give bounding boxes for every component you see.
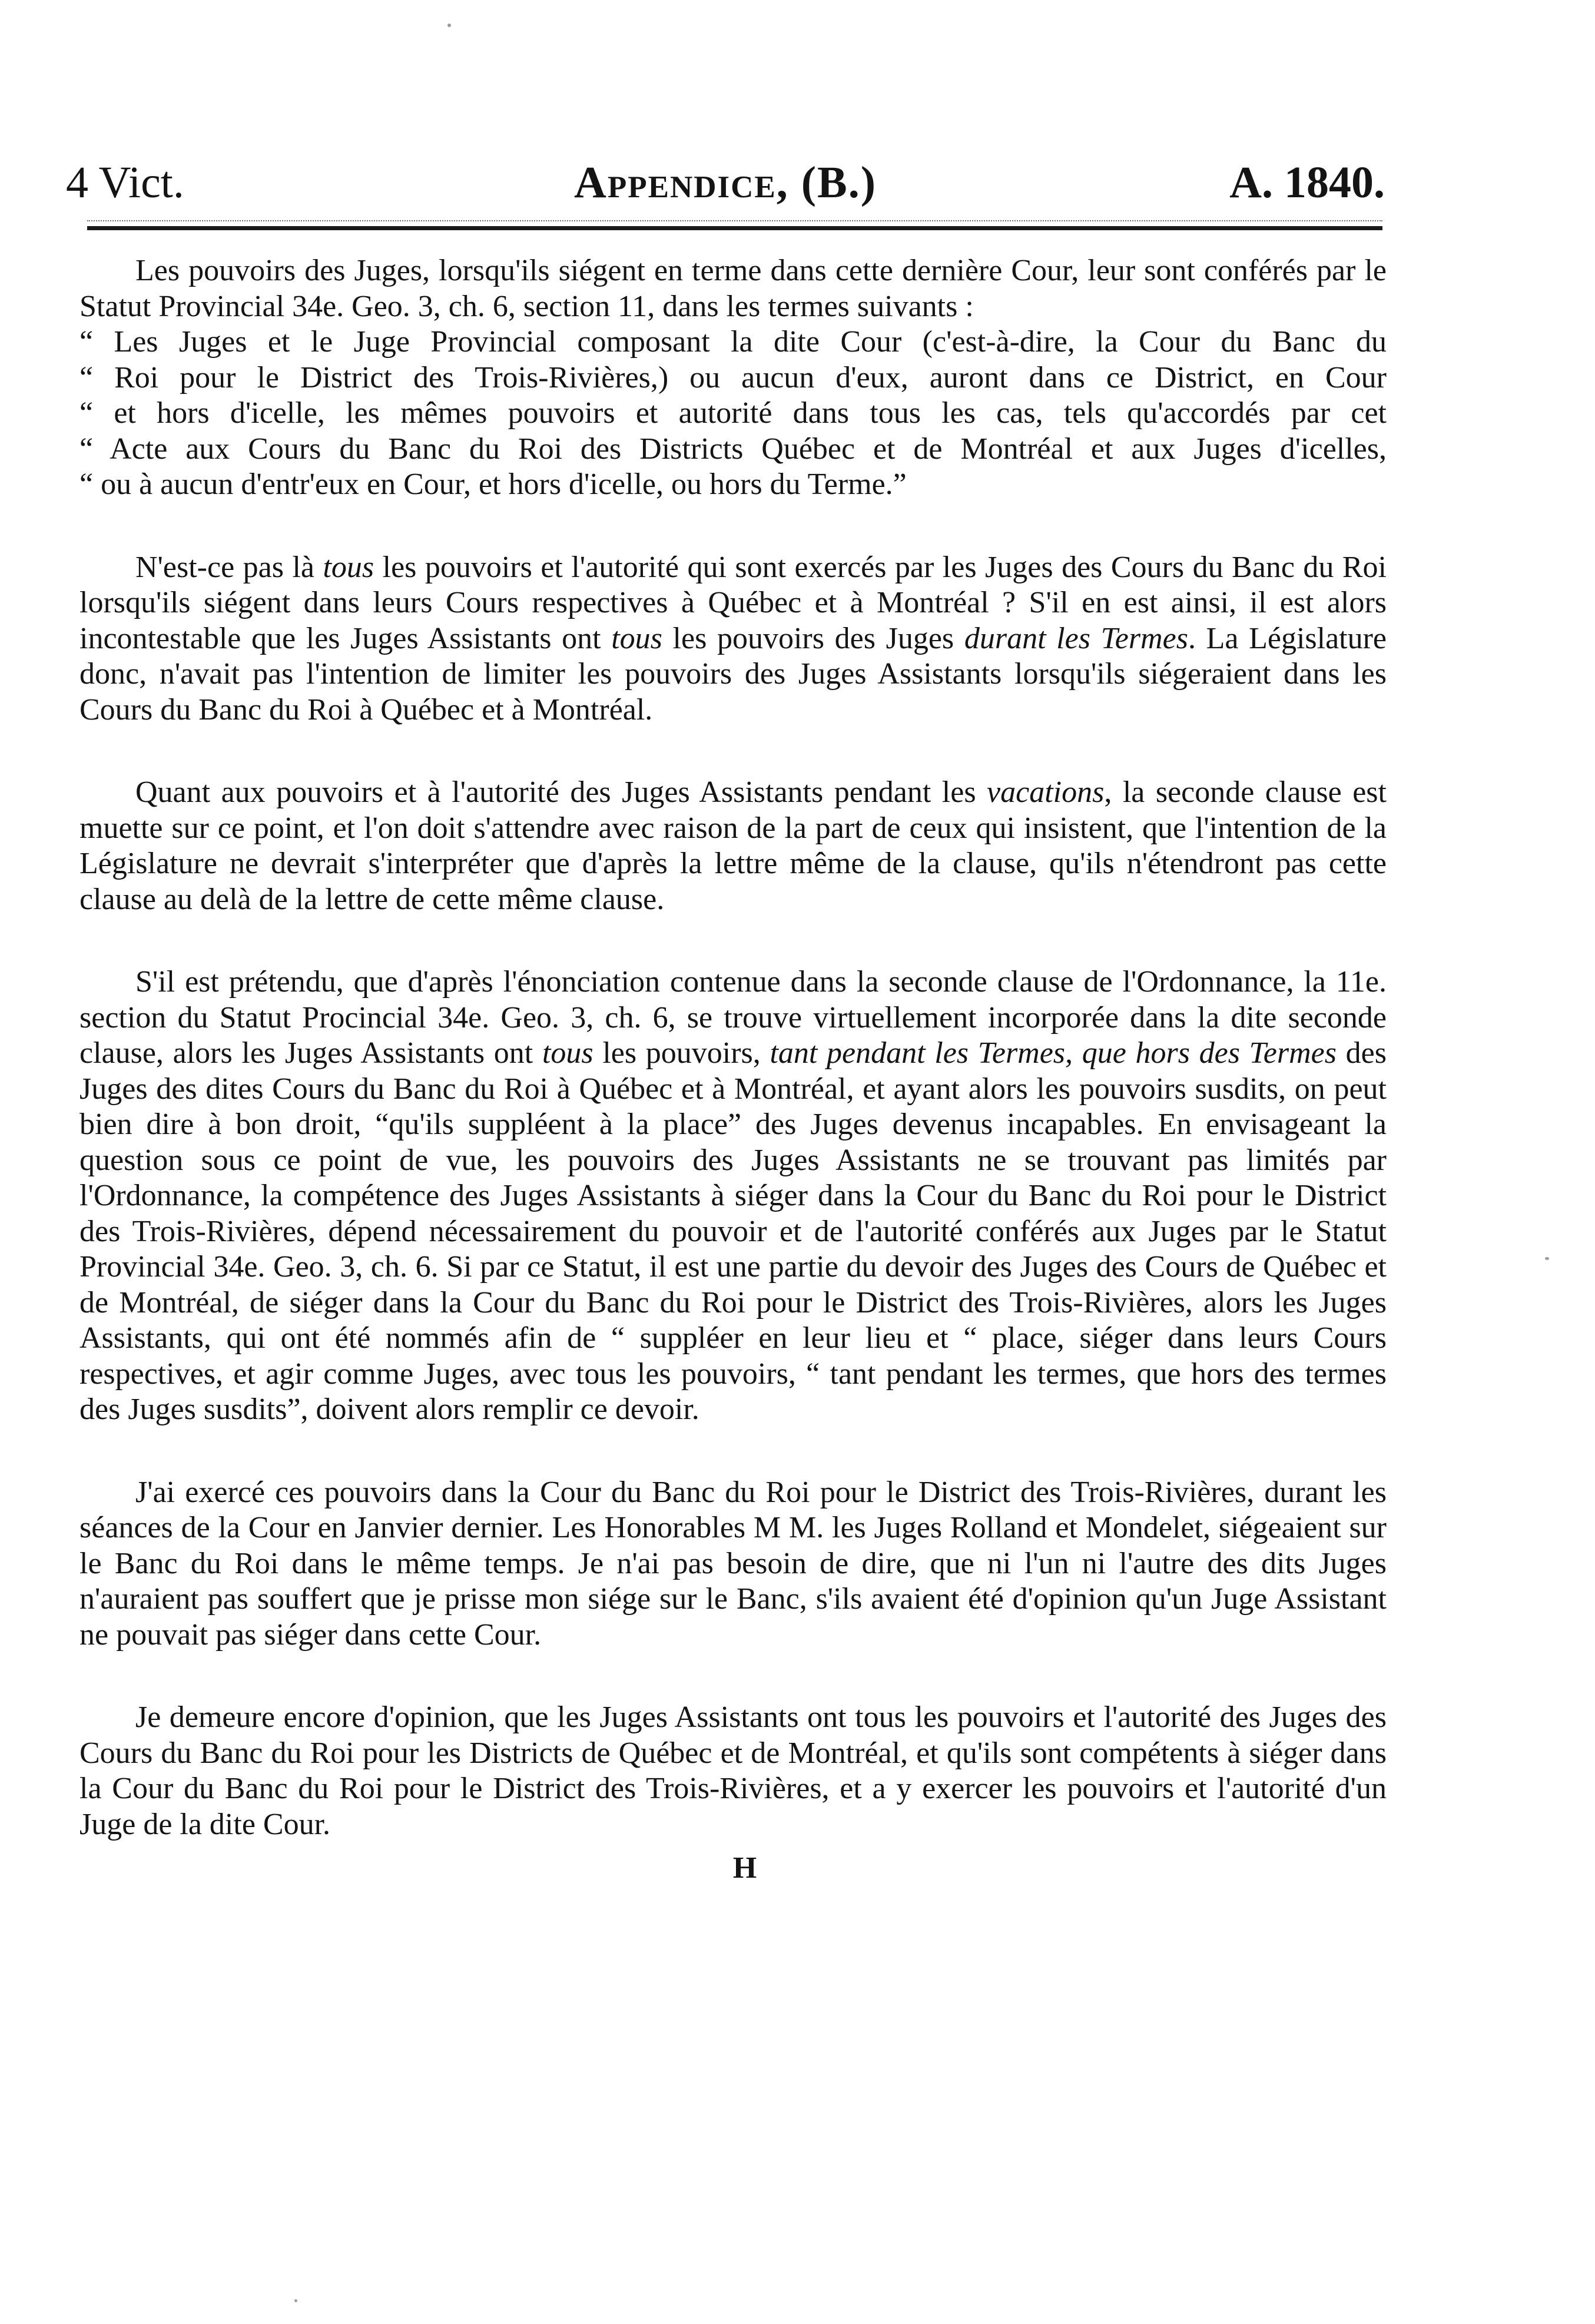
text-run: les pouvoirs et l'autorité qui sont exercés par les Juges des Cours du Banc du Roi lorsqu'ils siégent dans leurs Cours respectives à Québec et à Montréal ? S'il en est ainsi, il est alors incontestable que les Juges Assistants ont	[79, 550, 1387, 655]
header-rule	[87, 226, 1382, 230]
emphasis-run: tous	[323, 550, 374, 584]
emphasis-run: tous	[542, 1036, 593, 1070]
paragraph-2	[79, 550, 1387, 728]
quote-line: “ et hors d'icelle, les mêmes pouvoirs et autorité dans tous les cas, tels qu'accordés par cet	[79, 396, 1387, 430]
text-run: les pouvoirs des Juges	[662, 621, 964, 655]
scan-speck	[447, 24, 451, 27]
paragraph-3	[79, 775, 1387, 917]
quote-line: “ Acte aux Cours du Banc du Roi des Districts Québec et de Montréal et aux Juges d'icelles,	[79, 432, 1387, 466]
text-run: des Juges des dites Cours du Banc du Roi à Québec et à Montréal, et ayant alors les pouvoirs susdits, on peut bien dire à bon droit, “qu'ils suppléent à la place” des Juges devenus incapables. En envisageant la question sous ce point de vue, les pouvoirs des Juges Assistants ne se trouvant pas limités par l'Ordonnance, la compétence des Juges Assistants à siéger dans la Cour du Banc du Roi pour le District des Trois-Rivières, dépend nécessairement du pouvoir et de l'autorité conférés aux Juges par le Statut Provincial 34e. Geo. 3, ch. 6. Si par ce Statut, il est une partie du devoir des Juges des Cours de Québec et de Montréal, de siéger dans la Cour du Banc du Roi pour le District des Trois-Rivières, alors les Juges Assistants, qui ont été nommés afin de “ suppléer en leur lieu et “ place, siéger dans leurs Cours respectives, et agir comme Juges, avec tous les pouvoirs, “ tant pendant les termes, que hors des termes des Juges susdits”, doivent alors remplir ce devoir.	[79, 1036, 1387, 1426]
header-appendix-title: Appendice, (B.)	[573, 158, 877, 207]
quote-line: “ Les Juges et le Juge Provincial composant la dite Cour (c'est-à-dire, la Cour du Banc du	[79, 325, 1387, 359]
statute-quotation	[79, 324, 1387, 503]
emphasis-run: tant pendant les Termes, que hors des Termes	[770, 1036, 1337, 1070]
header-dotted-rule	[87, 220, 1382, 221]
text-run: Quant aux pouvoirs et à l'autorité des Juges Assistants pendant les	[135, 775, 987, 809]
document-body	[79, 253, 1387, 1886]
emphasis-run: vacations	[987, 775, 1105, 809]
quote-line: “ Roi pour le District des Trois-Rivières,) ou aucun d'eux, auront dans ce District, en Cour	[79, 360, 1387, 394]
text-run: . La Législature donc, n'avait pas l'intention de limiter les pouvoirs des Juges Assistants lorsqu'ils siégeraient dans les Cours du Banc du Roi à Québec et à Montréal.	[79, 621, 1387, 727]
text-run: N'est-ce pas là	[135, 550, 323, 584]
paragraph-4	[79, 964, 1387, 1428]
text-run: , la seconde clause est muette sur ce point, et l'on doit s'attendre avec raison de la part de ceux qui insistent, que l'intention de la Législature ne devrait s'interpréter que d'après la lettre même de la clause, qu'ils n'étendront pas cette clause au delà de la lettre de cette même clause.	[79, 775, 1387, 916]
emphasis-run: durant les Termes	[964, 621, 1188, 655]
page-header	[66, 150, 1385, 215]
header-regnal-year: 4 Vict.	[66, 158, 184, 207]
signature-letter: H	[732, 1851, 757, 1885]
emphasis-run: tous	[611, 621, 662, 655]
text-run: S'il est prétendu, que d'après l'énonciation contenue dans la seconde clause de l'Ordonnance, la 11e. section du Statut Procincial 34e. Geo. 3, ch. 6, se trouve virtuellement incorporée dans la dite seconde clause, alors les Juges Assistants ont	[79, 965, 1387, 1070]
quote-line: “ ou à aucun d'entr'eux en Cour, et hors d'icelle, ou hors du Terme.”	[79, 468, 907, 501]
header-year: A. 1840.	[1229, 158, 1385, 207]
paragraph-6: Je demeure encore d'opinion, que les Juges Assistants ont tous les pouvoirs et l'autorité des Juges des Cours du Banc du Roi pour les Districts de Québec et de Montréal, et qu'ils sont compétents à siéger dans la Cour du Banc du Roi pour le District des Trois-Rivières, et a y exercer les pouvoirs et l'autorité d'un Juge de la dite Cour.	[79, 1700, 1387, 1841]
paragraph-5: J'ai exercé ces pouvoirs dans la Cour du Banc du Roi pour le District des Trois-Rivières, durant les séances de la Cour en Janvier dernier. Les Honorables M M. les Juges Rolland et Mondelet, siégeaient sur le Banc du Roi dans le même temps. Je n'ai pas besoin de dire, que ni l'un ni l'autre des dits Juges n'auraient pas souffert que je prisse mon siége sur le Banc, s'ils avaient été d'opinion qu'un Juge Assistant ne pouvait pas siéger dans cette Cour.	[79, 1475, 1387, 1652]
text-run: les pouvoirs,	[593, 1036, 770, 1070]
scan-speck	[294, 2299, 297, 2302]
scan-speck	[1545, 1257, 1549, 1260]
paragraph-1: Les pouvoirs des Juges, lorsqu'ils siégent en terme dans cette dernière Cour, leur sont conférés par le Statut Provincial 34e. Geo. 3, ch. 6, section 11, dans les termes suivants :	[79, 254, 1387, 323]
